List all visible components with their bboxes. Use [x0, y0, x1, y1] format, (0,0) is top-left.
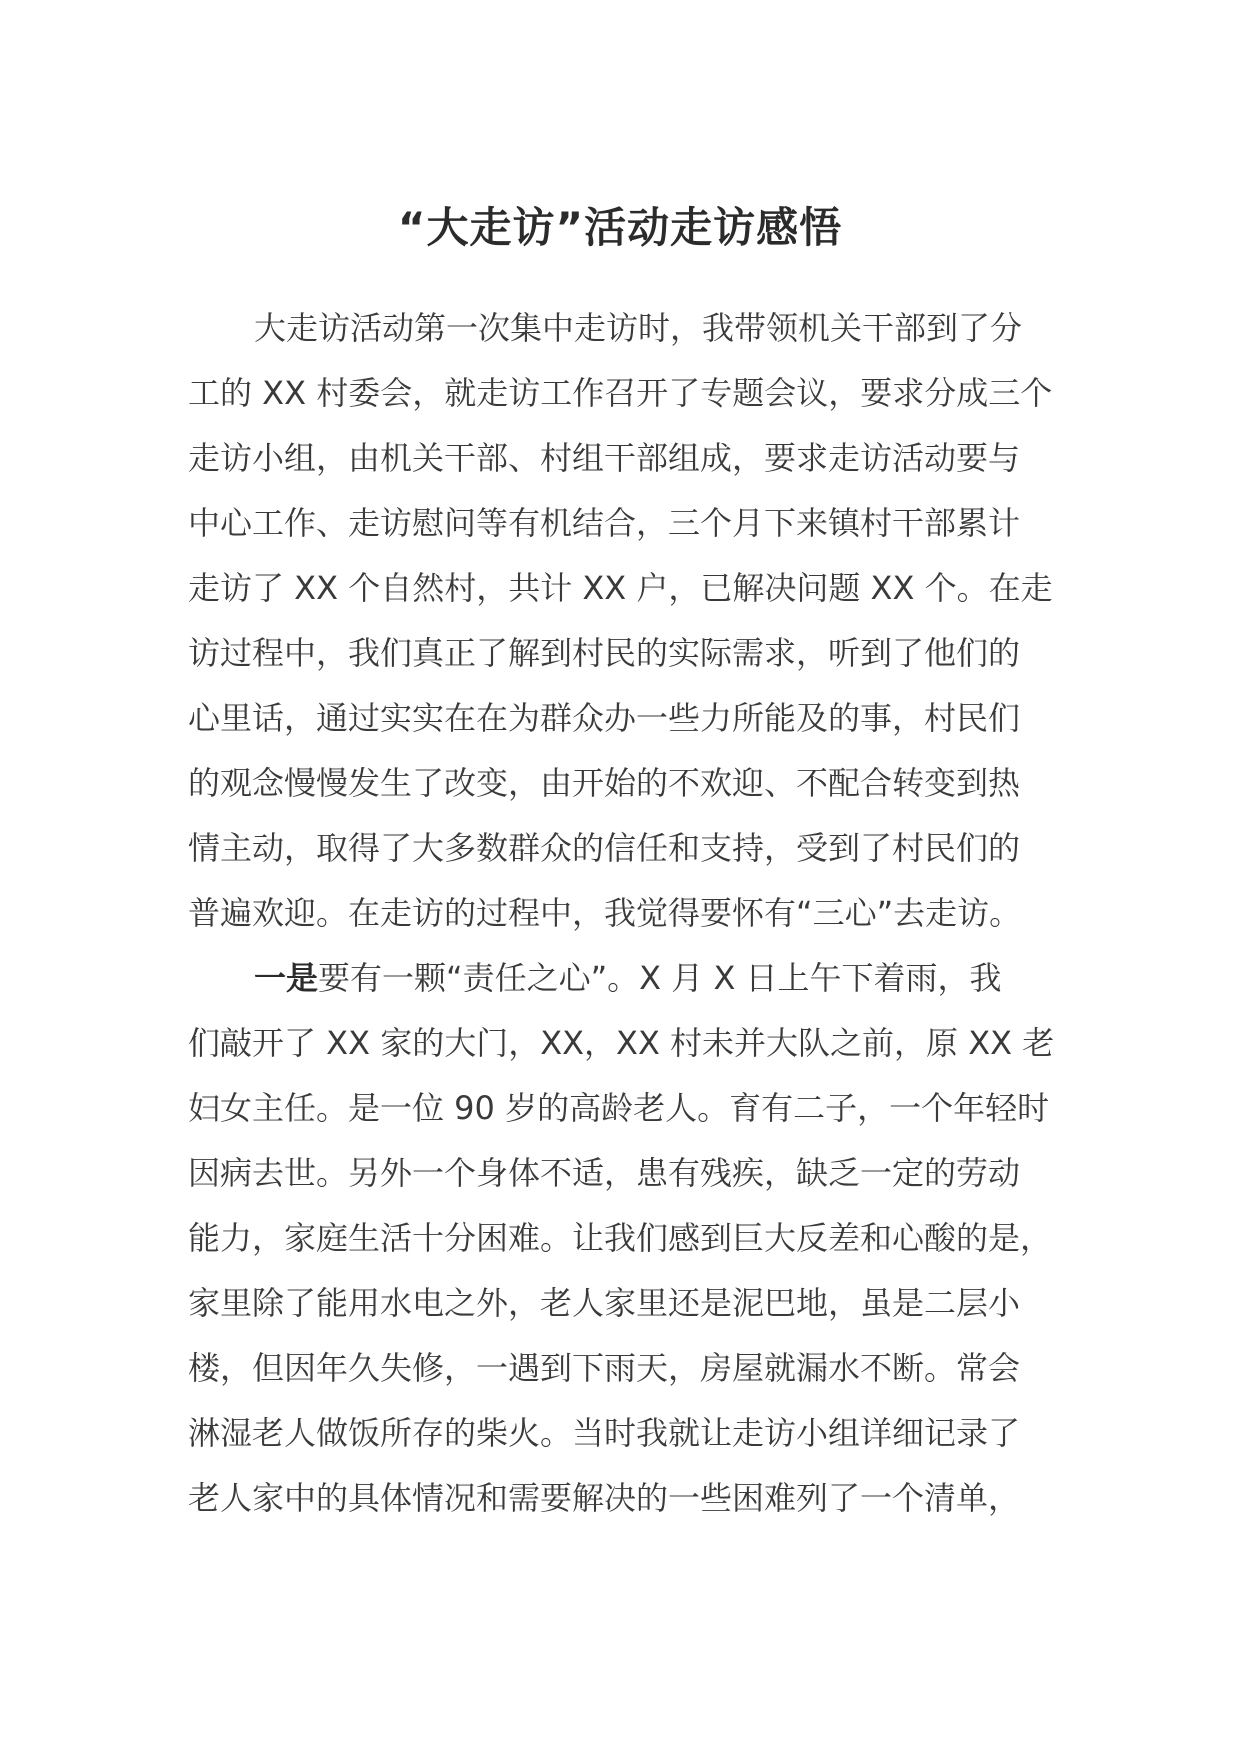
paragraph-2-line: 楼，但因年久失修，一遇到下雨天，房屋就漏水不断。常会 — [188, 1349, 1021, 1387]
paragraph-1-line: 中心工作、走访慰问等有机结合，三个月下来镇村干部累计 — [188, 504, 1021, 542]
paragraph-2-line: 妇女主任。是一位 90 岁的高龄老人。育有二子，一个年轻时 — [188, 1089, 1050, 1127]
paragraph-2-line: 家里除了能用水电之外，老人家里还是泥巴地，虽是二层小 — [188, 1284, 1021, 1322]
paragraph-1-line: 工的 XX 村委会，就走访工作召开了专题会议，要求分成三个 — [188, 374, 1053, 412]
paragraph-1-line: 走访了 XX 个自然村，共计 XX 户，已解决问题 XX 个。在走 — [188, 569, 1053, 607]
paragraph-2-lead: 一是 — [254, 959, 319, 997]
document-title: “大走访”活动走访感悟 — [397, 203, 843, 252]
paragraph-2-line: 因病去世。另外一个身体不适，患有残疾，缺乏一定的劳动 — [188, 1154, 1021, 1192]
paragraph-2-first-line — [188, 946, 1058, 1011]
paragraph-1-line: 访过程中，我们真正了解到村民的实际需求，听到了他们的 — [188, 634, 1021, 672]
paragraph-1-line: 普遍欢迎。在走访的过程中，我觉得要怀有“三心”去走访。 — [188, 894, 1022, 932]
paragraph-1-line: 情主动，取得了大多数群众的信任和支持，受到了村民们的 — [188, 829, 1021, 867]
paragraph-1-line: 大走访活动第一次集中走访时，我带领机关干部到了分 — [254, 309, 1023, 347]
paragraph-1-line: 心里话，通过实实在在为群众办一些力所能及的事，村民们 — [188, 699, 1021, 737]
paragraph-2-line: 们敲开了 XX 家的大门，XX，XX 村未并大队之前，原 XX 老 — [188, 1024, 1055, 1062]
document-body — [188, 296, 1058, 1531]
paragraph-1-line: 的观念慢慢发生了改变，由开始的不欢迎、不配合转变到热 — [188, 764, 1021, 802]
paragraph-1-line: 走访小组，由机关干部、村组干部组成，要求走访活动要与 — [188, 439, 1021, 477]
paragraph-2-first-rest: 要有一颗“责任之心”。X 月 X 日上午下着雨，我 — [318, 959, 1002, 997]
paragraph-2-line: 老人家中的具体情况和需要解决的一些困难列了一个清单， — [188, 1479, 1021, 1517]
paragraph-2-line: 淋湿老人做饭所存的柴火。当时我就让走访小组详细记录了 — [188, 1414, 1021, 1452]
paragraph-2-line: 能力，家庭生活十分困难。让我们感到巨大反差和心酸的是， — [188, 1219, 1053, 1257]
